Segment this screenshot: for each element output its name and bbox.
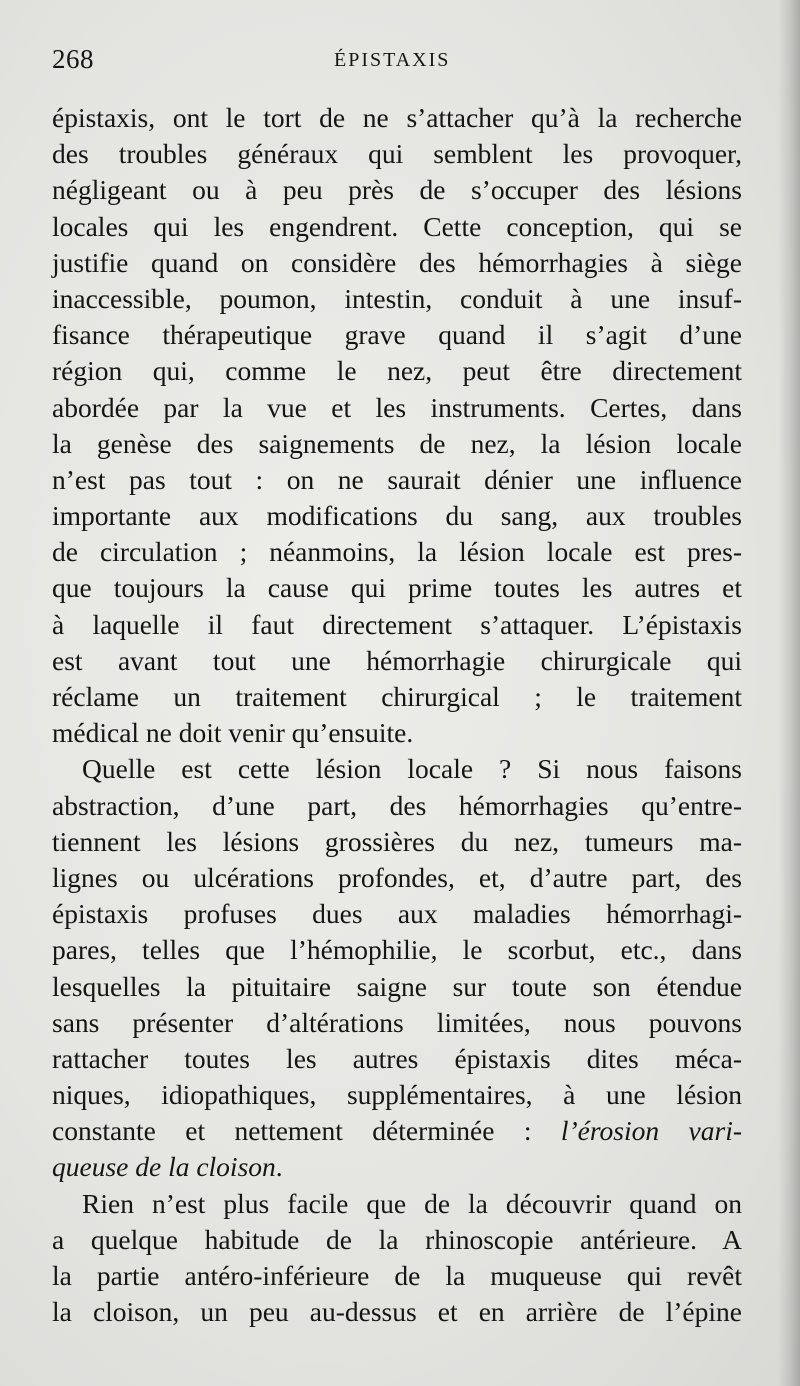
text-fragment: . xyxy=(275,1151,283,1183)
italic-term: l’érosion vari- xyxy=(560,1115,742,1147)
text-line: négligeant ou à peu près de s’occuper des lésions xyxy=(52,174,742,206)
text-line: lignes ou ulcérations profondes, et, d’autre part, des xyxy=(52,861,742,893)
text-line: lesquelles la pituitaire saigne sur toute son étendue xyxy=(52,970,742,1002)
text-line xyxy=(52,1113,742,1149)
text-line: abordée par la vue et les instruments. Certes, dans xyxy=(52,391,742,423)
text-line: a quelque habitude de la rhinoscopie antérieure. A xyxy=(52,1223,742,1255)
text-line: des troubles généraux qui semblent les provoquer, xyxy=(52,138,742,170)
text-line: région qui, comme le nez, peut être directement xyxy=(52,355,742,387)
body-text xyxy=(52,100,742,1330)
text-line: abstraction, d’une part, des hémorrhagies qu’entre- xyxy=(52,789,742,821)
page-edge-shadow xyxy=(778,0,800,1386)
text-line: réclame un traitement chirurgical ; le traitement xyxy=(52,681,742,712)
paragraph-first-line: Rien n’est plus facile que de la découvrir quand on xyxy=(82,1187,742,1219)
text-line: inaccessible, poumon, intestin, conduit à une insuf- xyxy=(52,282,742,314)
text-fragment: constante et nettement déterminée : xyxy=(52,1115,561,1147)
text-line: fisance thérapeutique grave quand il s’agit d’une xyxy=(52,319,742,351)
page-header xyxy=(52,44,742,80)
text-line: épistaxis, ont le tort de ne s’attacher qu’à la recherche xyxy=(52,102,742,133)
paragraph-first-line: Quelle est cette lésion locale ? Si nous faisons xyxy=(82,753,742,785)
text-line: que toujours la cause qui prime toutes les autres et xyxy=(52,572,742,604)
text-line: médical ne doit venir qu’ensuite. xyxy=(52,717,414,749)
text-line: de circulation ; néanmoins, la lésion locale est pres- xyxy=(52,536,742,568)
text-line: est avant tout une hémorrhagie chirurgicale qui xyxy=(52,644,742,676)
text-line: pares, telles que l’hémophilie, le scorbut, etc., dans xyxy=(52,934,742,966)
text-line: tiennent les lésions grossières du nez, tumeurs ma- xyxy=(52,825,742,857)
text-line: locales qui les engendrent. Cette conception, qui se xyxy=(52,210,742,242)
text-line: niques, idiopathiques, supplémentaires, à une lésion xyxy=(52,1079,742,1111)
text-line: la partie antéro-inférieure de la muqueuse qui revêt xyxy=(52,1260,742,1291)
text-line: épistaxis profuses dues aux maladies hémorrhagi- xyxy=(52,898,742,930)
text-line: justifie quand on considère des hémorrhagies à siège xyxy=(52,246,742,278)
page-number: 268 xyxy=(52,44,94,74)
text-line: à laquelle il faut directement s’attaquer. L’épistaxis xyxy=(52,608,742,640)
running-head: ÉPISTAXIS xyxy=(334,49,451,71)
text-line: importante aux modifications du sang, aux troubles xyxy=(52,500,742,532)
text-line: sans présenter d’altérations limitées, nous pouvons xyxy=(52,1006,742,1038)
text-line: rattacher toutes les autres épistaxis dites méca- xyxy=(52,1042,742,1074)
italic-term: queuse de la cloison xyxy=(52,1151,276,1183)
text-line xyxy=(52,1149,742,1185)
text-line: la genèse des saignements de nez, la lésion locale xyxy=(52,427,742,459)
text-line: la cloison, un peu au-dessus et en arrière de l’épine xyxy=(52,1296,742,1328)
text-line: n’est pas tout : on ne saurait dénier une influence xyxy=(52,463,742,495)
